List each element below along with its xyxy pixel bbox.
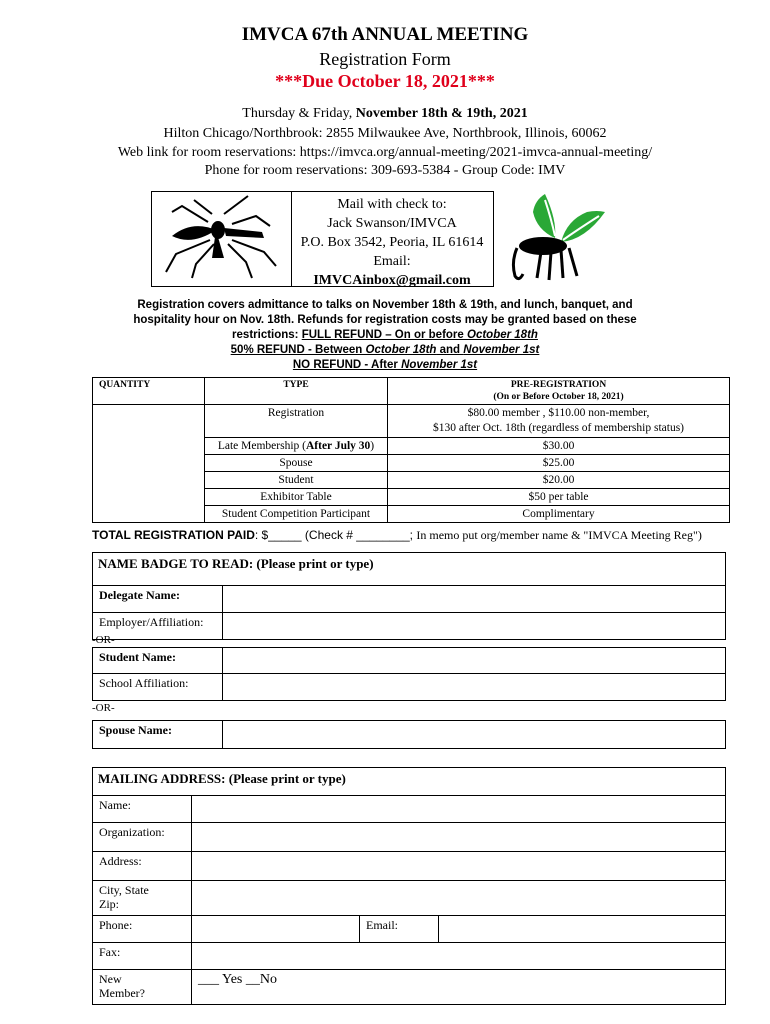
email-field[interactable] — [439, 916, 726, 943]
fees-header-row — [93, 378, 730, 405]
meeting-dates-bold: November 18th & 19th, 2021 — [355, 106, 528, 121]
mailing-heading: MAILING ADDRESS: (Please print or type) — [93, 768, 726, 796]
city-state-zip-field[interactable] — [192, 881, 726, 916]
policy-line-3c: October 18th — [467, 329, 538, 341]
school-field[interactable] — [223, 674, 726, 701]
mail-line-4: Email: — [373, 254, 411, 269]
policy-line-4 — [60, 343, 710, 358]
page-title: IMVCA 67th ANNUAL MEETING — [241, 24, 529, 45]
total-memo: In memo put org/member name & "IMVCA Meeting Reg") — [416, 528, 702, 542]
fee-type: Exhibitor Table — [205, 489, 388, 506]
delegate-name-label: Delegate Name: — [93, 586, 223, 613]
fees-table — [92, 377, 730, 523]
email-label: Email: — [360, 916, 439, 943]
policy-line-2: hospitality hour on Nov. 18th. Refunds for registration costs may be granted based on these — [133, 314, 637, 326]
policy-line-1: Registration covers admittance to talks on November 18th & 19th, and lunch, banquet, and — [137, 299, 633, 311]
spouse-name-field[interactable] — [223, 721, 726, 749]
policy-line-5 — [60, 358, 710, 373]
school-label: School Affiliation: — [93, 674, 223, 701]
mosquito-logo-left — [152, 192, 292, 286]
fee-type: Registration — [205, 405, 388, 438]
delegate-name-field[interactable] — [223, 586, 726, 613]
or-divider: -OR- — [92, 702, 115, 714]
policy-line-3b: FULL REFUND – On or before — [301, 329, 467, 341]
student-name-field[interactable] — [223, 648, 726, 674]
room-phone: Phone for room reservations: 309-693-5384 - Group Code: IMV — [204, 163, 566, 178]
student-name-label: Student Name: — [93, 648, 223, 674]
fee-type: Student — [205, 472, 388, 489]
phone-label: Phone: — [93, 916, 192, 943]
header-preregistration — [388, 378, 730, 405]
fee-price-line-1: $80.00 member , $110.00 non-member, — [467, 407, 650, 419]
phone-field[interactable] — [192, 916, 360, 943]
fee-price-line-2: $130 after Oct. 18th (regardless of membership status) — [432, 422, 684, 434]
page-subtitle: Registration Form — [319, 49, 451, 69]
fee-price: $30.00 — [388, 438, 730, 455]
mailing-name-field[interactable] — [192, 796, 726, 823]
city-state-zip-label — [93, 881, 192, 916]
fax-field[interactable] — [192, 943, 726, 970]
new-member-text-2: Member? — [99, 986, 145, 1000]
header-type: TYPE — [205, 378, 388, 405]
name-badge-table — [92, 552, 726, 640]
mail-line-3: P.O. Box 3542, Peoria, IL 61614 — [300, 235, 484, 250]
mail-line-2: Jack Swanson/IMVCA — [327, 216, 457, 231]
address-field[interactable] — [192, 852, 726, 881]
mail-box — [151, 191, 494, 287]
policy-line-4b: October 18th — [365, 344, 437, 356]
mailing-name-label: Name: — [93, 796, 192, 823]
student-table — [92, 647, 726, 701]
mail-address-block — [292, 195, 492, 290]
badge-heading: NAME BADGE TO READ: (Please print or type) — [93, 553, 726, 586]
fee-price — [388, 405, 730, 438]
policy-line-4c: and — [436, 344, 464, 356]
total-label: TOTAL REGISTRATION PAID — [92, 528, 255, 542]
employer-field[interactable] — [223, 613, 726, 640]
fee-type: Student Competition Participant — [205, 506, 388, 523]
fee-type-a: Late Membership ( — [217, 440, 306, 452]
mosquito-logo-right — [507, 190, 607, 285]
fee-price: $25.00 — [388, 455, 730, 472]
fee-price: $20.00 — [388, 472, 730, 489]
policy-line-3 — [60, 328, 710, 343]
header-quantity: QUANTITY — [93, 378, 205, 405]
organization-label: Organization: — [93, 823, 192, 852]
policy-line-5b: November 1st — [401, 359, 478, 371]
mosquito-icon — [152, 192, 291, 286]
employer-label: Employer/Affiliation: — [93, 613, 223, 640]
refund-policy — [60, 298, 710, 373]
leaf-mosquito-icon — [507, 190, 607, 285]
fax-label: Fax: — [93, 943, 192, 970]
or-divider: -OR- — [92, 634, 115, 646]
fee-row — [93, 405, 730, 438]
room-weblink[interactable]: Web link for room reservations: https://imvca.org/annual-meeting/2021-imvca-annual-meeting/ — [117, 145, 653, 160]
meeting-dates — [0, 106, 770, 122]
mailing-address-table — [92, 767, 726, 1005]
city-state-text: City, State — [99, 883, 149, 897]
venue-address: Hilton Chicago/Northbrook: 2855 Milwaukee Ave, Northbrook, Illinois, 60062 — [163, 126, 607, 141]
policy-line-5a: NO REFUND - After — [292, 359, 402, 371]
zip-text: Zip: — [99, 897, 119, 911]
total-registration-line — [92, 528, 752, 543]
new-member-text-1: New — [99, 972, 122, 986]
fee-price: Complimentary — [388, 506, 730, 523]
organization-field[interactable] — [192, 823, 726, 852]
spouse-table — [92, 720, 726, 749]
header-prereg-sub: (On or Before October 18, 2021) — [493, 392, 624, 402]
fee-type-b: After July 30 — [305, 440, 371, 452]
address-label: Address: — [93, 852, 192, 881]
quantity-cell[interactable] — [93, 405, 205, 523]
spouse-name-label: Spouse Name: — [93, 721, 223, 749]
policy-line-4a: 50% REFUND - Between — [230, 344, 366, 356]
fee-type: Spouse — [205, 455, 388, 472]
header-prereg-title: PRE-REGISTRATION — [510, 380, 607, 390]
policy-line-3a: restrictions: — [232, 329, 302, 341]
fee-type — [205, 438, 388, 455]
meeting-dates-prefix: Thursday & Friday, — [242, 106, 356, 121]
new-member-label — [93, 970, 192, 1005]
new-member-choice[interactable]: ___ Yes __No — [192, 970, 726, 1005]
fee-type-c: ) — [370, 440, 375, 452]
fee-price: $50 per table — [388, 489, 730, 506]
due-date: ***Due October 18, 2021*** — [275, 71, 495, 91]
mail-line-1: Mail with check to: — [337, 197, 447, 212]
total-amount[interactable]: : $_____ (Check # ________; — [254, 528, 417, 542]
mail-email[interactable]: IMVCAinbox@gmail.com — [313, 273, 471, 288]
policy-line-4d: November 1st — [463, 344, 540, 356]
